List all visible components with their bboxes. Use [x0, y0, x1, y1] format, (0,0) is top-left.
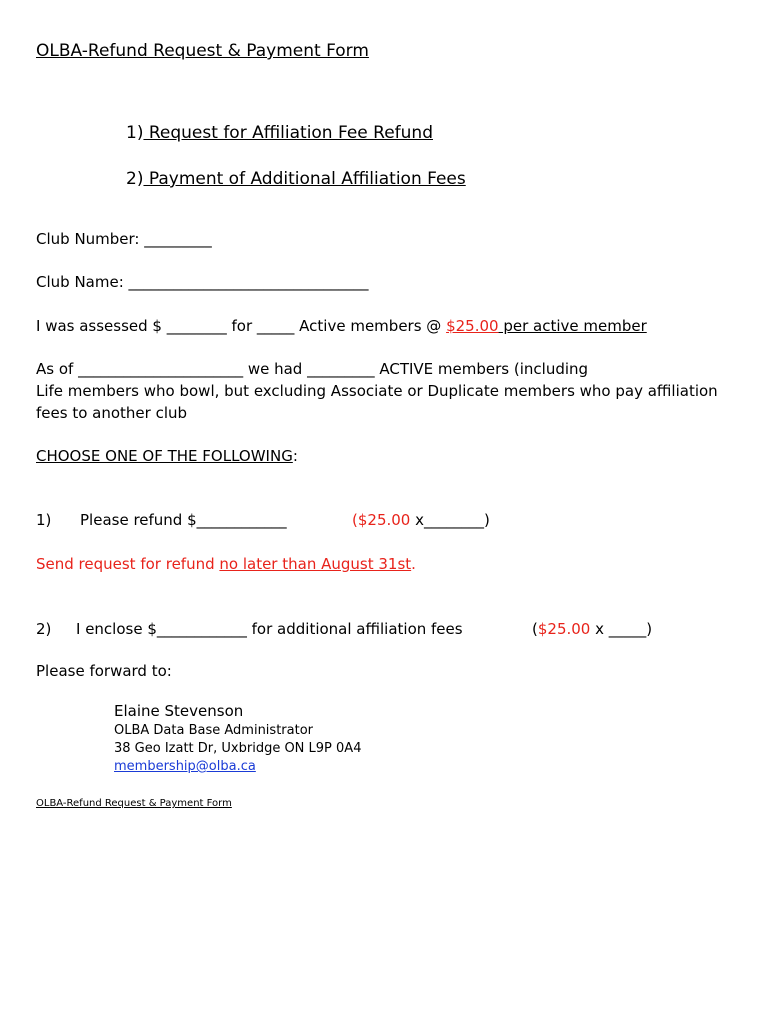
deadline-date: no later than August 31st	[219, 555, 412, 573]
option-refund-number: 1)	[126, 123, 144, 143]
assessed-tail: per active member	[498, 317, 647, 335]
deadline-lead: Send request for refund	[36, 555, 220, 573]
deadline-period: .	[411, 555, 416, 573]
contact-address: 38 Geo Izatt Dr, Uxbridge ON L9P 0A4	[114, 741, 362, 756]
as-of-line-2: Life members who bowl, but excluding Associate or Duplicate members who pay affiliation	[36, 382, 718, 400]
option-payment-heading	[126, 168, 466, 190]
contact-name: Elaine Stevenson	[114, 702, 244, 720]
form-title: OLBA-Refund Request & Payment Form	[36, 41, 369, 61]
forward-label: Please forward to:	[36, 662, 172, 680]
refund-calc-count[interactable]: x________)	[410, 511, 490, 529]
refund-number: 1)	[36, 511, 52, 529]
option-payment-text: Payment of Additional Affiliation Fees	[143, 169, 466, 189]
choose-heading	[36, 446, 298, 466]
refund-deadline	[36, 554, 416, 574]
enclose-number: 2)	[36, 620, 52, 638]
club-name-field[interactable]: Club Name: ________________________________	[36, 273, 369, 291]
contact-email-link[interactable]: membership@olba.ca	[114, 759, 256, 774]
contact-role: OLBA Data Base Administrator	[114, 723, 313, 738]
enclose-calc-rate: $25.00	[537, 620, 591, 638]
assessed-line	[36, 316, 647, 336]
footer-title: OLBA-Refund Request & Payment Form	[36, 798, 232, 809]
assessed-lead[interactable]: I was assessed $ ________ for _____ Active members @	[36, 317, 447, 335]
choose-colon: :	[292, 447, 298, 465]
refund-calc-rate: ($25.00	[352, 511, 411, 529]
club-number-field[interactable]: Club Number: _________	[36, 230, 212, 248]
as-of-line-3: fees to another club	[36, 404, 188, 422]
option-payment-number: 2)	[126, 169, 144, 189]
as-of-line-1[interactable]: As of ______________________ we had _________ ACTIVE members (including	[36, 360, 589, 378]
enclose-amount-field[interactable]: I enclose $____________ for additional affiliation fees	[76, 620, 463, 638]
option-refund-text: Request for Affiliation Fee Refund	[143, 123, 433, 143]
enclose-calculation	[532, 619, 652, 639]
refund-calculation	[352, 510, 490, 530]
choose-text: CHOOSE ONE OF THE FOLLOWING	[36, 447, 293, 465]
option-refund-heading	[126, 122, 433, 144]
enclose-calc-paren: (	[532, 620, 538, 638]
enclose-calc-count[interactable]: x _____)	[590, 620, 653, 638]
assessed-rate: $25.00	[446, 317, 499, 335]
refund-amount-field[interactable]: Please refund $____________	[80, 511, 287, 529]
